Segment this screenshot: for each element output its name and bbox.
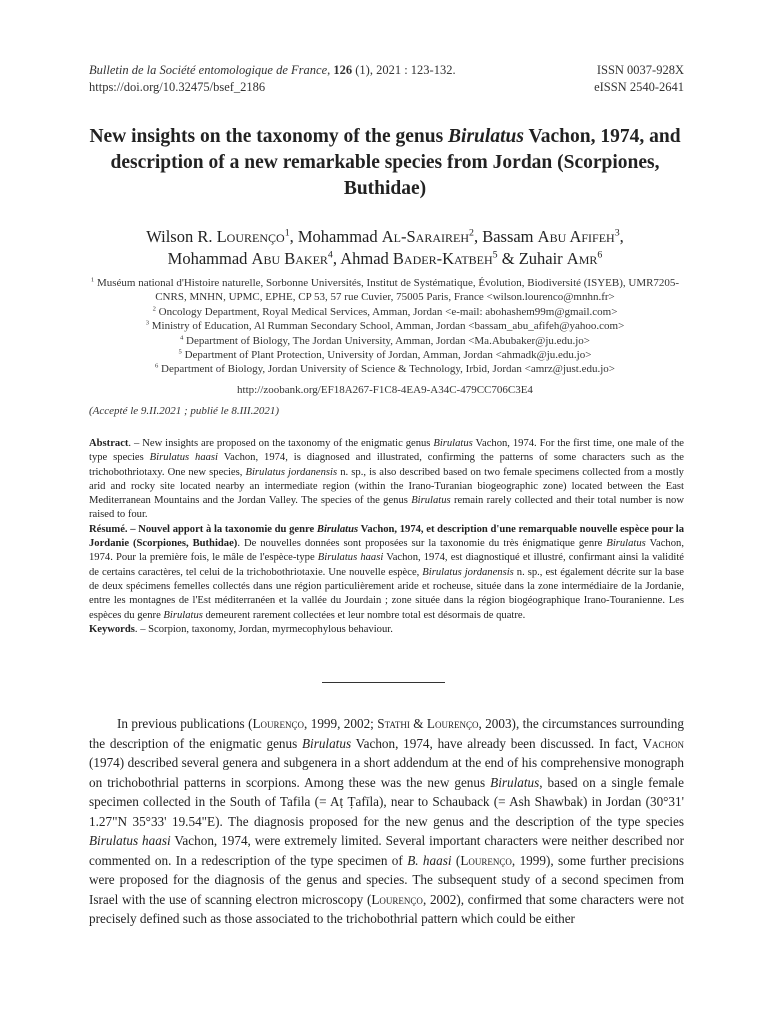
abstract-section <box>89 437 684 637</box>
abstract-paragraph: Abstract. – New insights are proposed on the taxonomy of the enigmatic genus Birulatus Vachon, 1974. For the first time, one male of the type species Birulatus haasi Vachon, 1974, is diagnosed and illustrated, confirming the patterns of some characters such as the trichobothriotaxy. One new species, Birulatus jordanensis n. sp., is also described based on two female specimens collected from a mostly arid and rocky site located nearby an intermediate region (within the Irano-Turanian biogeographic zone) located between the East Mediterranean Mountains and the Jordan Valley. The species of the genus Birulatus remain rarely collected and their total number is now raised to four. <box>89 438 684 521</box>
affiliation: $^6$ Department of Biology, Jordan University of Science & Technology, Irbid, Jordan <amrz@just.edu.jo> <box>155 362 615 376</box>
doi-link[interactable]: https://doi.org/10.32475/bsef_2186 <box>89 80 266 94</box>
abstract-label: Abstract <box>89 438 129 449</box>
acceptance-dates: (Accepté le 9.II.2021 ; publié le 8.III.2021) <box>89 405 279 417</box>
author-name: Zuhair Amr$^6$ <box>518 249 603 268</box>
author-name: Mohammad Abu Baker$^4$ <box>167 249 333 268</box>
resume-paragraph: Résumé. – Nouvel apport à la taxonomie du genre Birulatus Vachon, 1974, et description d'une remarquable nouvelle espèce pour la Jordanie (Scorpiones, Buthidae). De nouvelles données sont proposées sur la taxonomie du très énigmatique genre Birulatus Vachon, 1974. Pour la première fois, le mâle de l'espèce-type Birulatus haasi Vachon, 1974, est diagnostiqué et illustré, confirmant ainsi la validité de certains caractères, tel celui de la trichobothriotaxie. Une nouvelle espèce, Birulatus jordanensis n. sp., est également décrite sur la base de deux spécimens femelles collectés dans une région particulièrement aride et rocheuse, située dans la zone intermédiaire de la Jordanie, entre les montagnes de l'Est méditerranéen et la vallée du Jourdain ; zone située dans la région biogéographique Irano-Touranienne. Les espèces du genre Birulatus demeurent rarement collectées et leur nombre total est désormais de quatre. <box>89 523 685 621</box>
affiliation: $^3$ Ministry of Education, Al Rumman Secondary School, Amman, Jordan <bassam_abu_afifeh@yahoo.com> <box>145 319 625 333</box>
author-name: Bassam Abu Afifeh$^3$ <box>482 227 620 246</box>
affiliation: $^5$ Department of Plant Protection, University of Jordan, Amman, Jordan <ahmadk@ju.edu.jo> <box>178 348 592 362</box>
affiliations <box>80 276 690 377</box>
author-name: Ahmad Bader-Katbeh$^5$ <box>340 249 498 268</box>
author-line-1: Wilson R. Lourenço$^1$, Mohammad Al-Saraireh$^2$, Bassam Abu Afifeh$^3$, <box>146 227 624 246</box>
resume-heading: Résumé. – Nouvel apport à la taxonomie du genre Birulatus Vachon, 1974, et description d'une remarquable nouvelle espèce pour la Jordanie (Scorpiones, Buthidae) <box>89 523 685 550</box>
affiliation: $^2$ Oncology Department, Royal Medical Services, Amman, Jordan <e-mail: abohashem99m@gmail.com> <box>152 305 618 318</box>
journal-name: Bulletin de la Société entomologique de France <box>89 63 328 77</box>
author-line-2: Mohammad Abu Baker$^4$, Ahmad Bader-Katbeh$^5$ & Zuhair Amr$^6$ <box>167 249 603 268</box>
journal-issue-pages: (1), 2021 : 123-132. <box>352 63 456 77</box>
issn-block <box>594 62 684 96</box>
zoobank-link[interactable]: http://zoobank.org/EF18A267-F1C8-4EA9-A34C-479CC706C3E4 <box>237 384 533 396</box>
journal-volume: 126 <box>333 63 353 77</box>
affiliation: $^4$ Department of Biology, The Jordan University, Amman, Jordan <Ma.Abubaker@ju.edu.jo> <box>179 333 591 347</box>
title-part-1: New insights on the taxonomy of the genus <box>89 126 449 147</box>
title-part-2: Vachon, 1974, and description of a new remarkable species from Jordan (Scorpiones, Buthidae) <box>110 126 681 199</box>
keywords-label: Keywords <box>89 623 135 635</box>
affiliation: $^1$ Muséum national d'Histoire naturelle, Sorbonne Universités, Institut de Systématique, Évolution, Biodiversité (ISYEB), UMR7205-CNRS, MNHN, UPMC, EPHE, CP 53, 57 rue Cuvier, 75005 Paris, France <wilson.lourenco@mnhn.fr> <box>90 276 680 304</box>
issn: ISSN 0037-928X <box>596 63 684 77</box>
author-name: Wilson R. Lourenço$^1$ <box>146 227 290 246</box>
citation-block: Bulletin de la Société entomologique de France, 126 (1), 2021 : 123-132. https://doi.org/10.32475/bsef_2186 <box>89 63 456 94</box>
article-title <box>70 124 700 202</box>
author-name: Mohammad Al-Saraireh$^2$ <box>297 227 474 246</box>
title-genus: Birulatus <box>448 126 524 147</box>
body-paragraph: In previous publications (Lourenço, 1999, 2002; Stathi & Lourenço, 2003), the circumstances surrounding the description of the enigmatic genus Birulatus Vachon, 1974, have already been discussed. In fact, Vachon (1974) described several genera and subgenera in a short addendum at the end of his comprehensive monograph on trichobothrial patterns in scorpions. Among these was the new genus Birulatus, based on a single female specimen collected in the South of Tafila (= Aṭ Ṭafīla), near to Schauback (= Ash Shawbak) in Jordan (30°31' 1.27"N 35°33' 19.54"E). The diagnosis proposed for the new genus and the description of the type species Birulatus haasi Vachon, 1974, were extremely limited. Several important characters were neither described nor commented on. In a redescription of the type specimen of B. haasi (Lourenço, 1999), some further precisions were proposed for the diagnosis of the genus and species. The subsequent study of a second specimen from Israel with the use of scanning electron microscopy (Lourenço, 2002), confirmed that some characters were not precisely defined such as those associated to the trichobothrial pattern which could be either <box>89 716 685 926</box>
body-text <box>89 714 684 929</box>
keywords-paragraph: Keywords. – Scorpion, taxonomy, Jordan, myrmecophylous behaviour. <box>89 623 393 635</box>
eissn: eISSN 2540-2641 <box>594 80 684 94</box>
author-list <box>60 226 710 270</box>
section-divider <box>322 682 445 683</box>
